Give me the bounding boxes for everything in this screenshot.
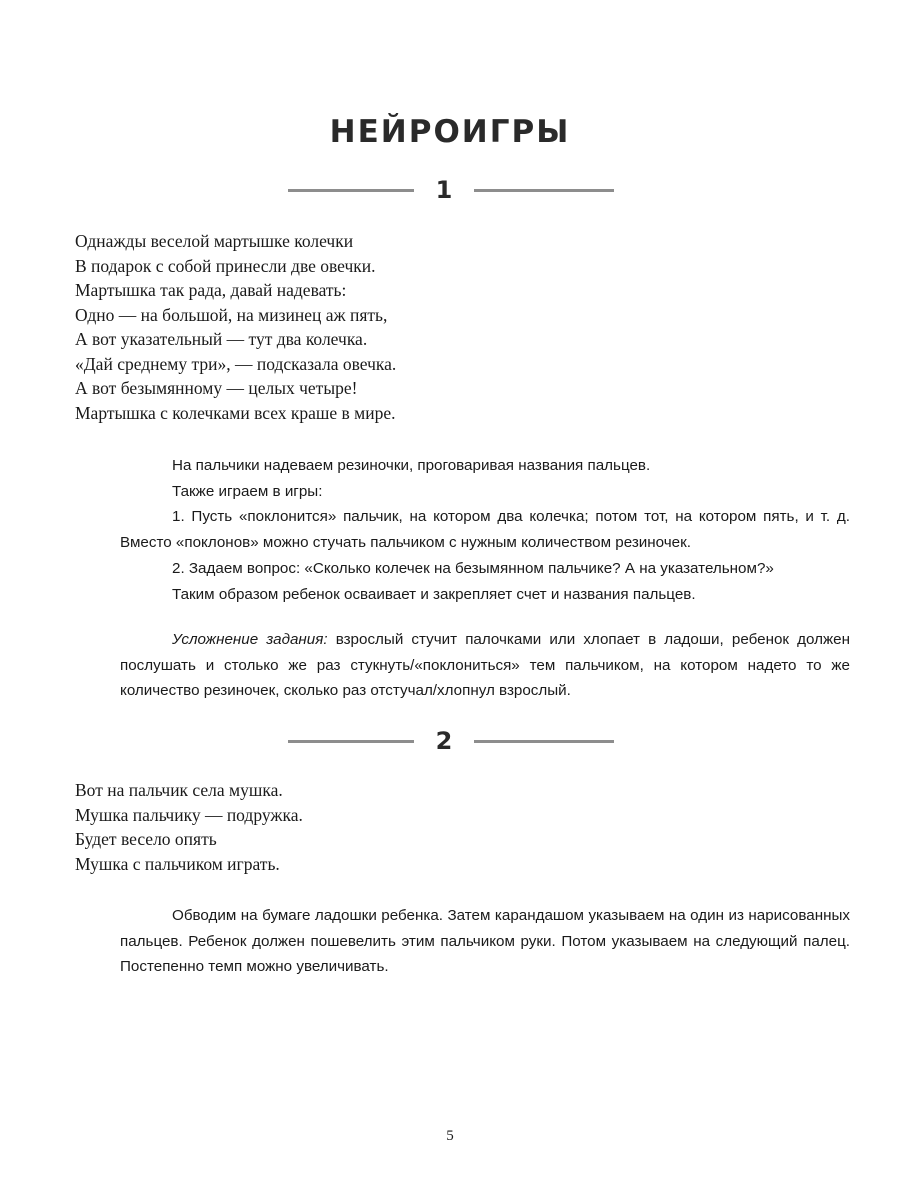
section-number: 2: [435, 727, 453, 755]
complication-paragraph: [120, 627, 850, 704]
instruction-paragraph: Также играем в игры:: [172, 482, 323, 500]
poem-line: В подарок с собой принесли две овечки.: [75, 255, 376, 276]
poem-line: А вот безымянному — целых четыре!: [75, 378, 358, 398]
poem-1: [75, 229, 396, 425]
complication-label: Усложнение задания:: [172, 631, 328, 648]
poem-line: Мушка с пальчиком играть.: [75, 853, 280, 874]
poem-line: А вот указательный — тут два колечка.: [75, 329, 368, 349]
page-number: 5: [446, 1128, 454, 1144]
instruction-paragraph: На пальчики надеваем резиночки, проговаривая названия пальцев.: [172, 457, 651, 474]
poem-2: [75, 778, 303, 876]
poem-line: Мартышка с колечками всех краше в мире.: [75, 402, 396, 423]
section-1-divider: [0, 176, 900, 206]
poem-line: Вот на пальчик села мушка.: [75, 780, 283, 800]
instruction-paragraph: Таким образом ребенок осваивает и закрепляет счет и названия пальцев.: [172, 585, 696, 603]
poem-line: Одно — на большой, на мизинец аж пять,: [75, 304, 388, 325]
complication-text: взрослый стучит палочками или хлопает в ладоши, ребенок должен послушать и столько же раз стукнуть/«поклониться» тем пальчиком, на котором надето то же количество резиночек, сколько раз отстучал/хлопнул взрослый.: [120, 631, 850, 700]
divider-line-right: [474, 189, 614, 192]
complication-block: [120, 627, 850, 704]
instruction-paragraph: Обводим на бумаге ладошки ребенка. Затем карандашом указываем на один из нарисованных пальцев. Ребенок должен пошевелить этим пальчиком руки. Потом указываем на следующий палец. Постепенно темп можно увеличивать.: [120, 907, 850, 976]
instruction-item-1: 1. Пусть «поклонится» пальчик, на котором два колечка; потом тот, на котором пять, и т. д. Вместо «поклонов» можно стучать пальчиком с нужным количеством резиночек.: [120, 508, 850, 552]
instruction-item-2: 2. Задаем вопрос: «Сколько колечек на безымянном пальчике? А на указательном?»: [172, 559, 774, 577]
instructions-2: [120, 903, 850, 980]
divider-line-left: [288, 740, 414, 743]
divider-line-left: [288, 189, 414, 192]
section-2-divider: [0, 727, 900, 757]
poem-line: Будет весело опять: [75, 829, 217, 849]
poem-line: Однажды веселой мартышке колечки: [75, 231, 354, 251]
poem-line: Мушка пальчику — подружка.: [75, 804, 303, 825]
poem-line: «Дай среднему три», — подсказала овечка.: [75, 353, 397, 374]
poem-line: Мартышка так рада, давай надевать:: [75, 280, 347, 300]
page-title: НЕЙРОИГРЫ: [329, 114, 571, 150]
section-number: 1: [435, 176, 453, 204]
instructions-1: [120, 453, 850, 607]
divider-line-right: [474, 740, 614, 743]
